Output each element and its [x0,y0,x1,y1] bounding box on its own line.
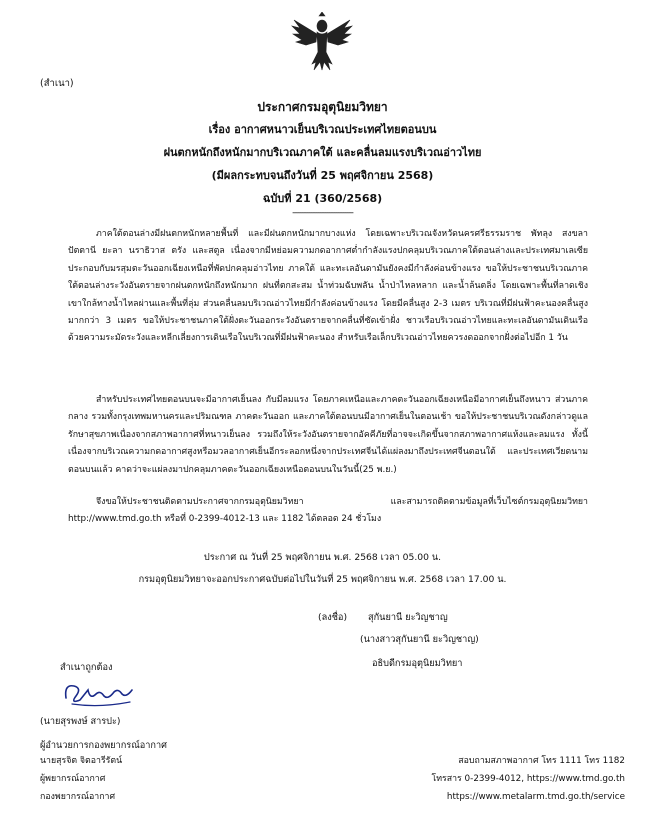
certified-copy-label: สำเนาถูกต้อง [60,662,113,673]
announcement-title: ประกาศกรมอุตุนิยมวิทยา [257,100,388,114]
footer-contact [431,752,625,806]
issue-number: ฉบับที่ 21 (360/2568) [262,192,383,205]
footer-forecaster [40,752,122,806]
body-paragraph-2: สำหรับประเทศไทยตอนบนจะมีอากาศเย็นลง กับมีลมแรง โดยภาคเหนือและภาคตะวันออกเฉียงเหนือมีอากาศเย็นถึงหนาว ส่วนภาคกลาง รวมทั้งกรุงเทพมหานครและปริมณฑล ภาคตะวันออก และภาคใต้ตอนบนมีอากาศเย็นในตอนเช้า ขอให้ประชาชนบริเวณดังกล่าวดูแลรักษาสุขภาพเนื่องจากสภาพอากาศที่หนาวเย็นลง รวมถึงให้ระวังอันตรายจากอัคคีภัยที่อาจจะเกิดขึ้นจากสภาพอากาศแห้งและลมแรง ทั้งนี้เนื่องจากบริเวณความกดอากาศสูงหรือมวลอากาศเย็นอีกระลอกหนึ่งจากประเทศจีนได้แผ่ลงมาถึงประเทศจีนตอนใต้ และประเทศเวียดนามตอนบนแล้ว คาดว่าจะแผ่ลงมาปกคลุมภาคตะวันออกเฉียงเหนือตอนบนในวันนี้(25 พ.ย.) [68,395,588,475]
forecaster-division: กองพยากรณ์อากาศ [40,792,116,802]
divider-line: --------------------------- [292,208,353,218]
forecaster-role: ผู้พยากรณ์อากาศ [40,774,106,784]
announced-datetime: ประกาศ ณ วันที่ 25 พฤศจิกายน พ.ศ. 2568 เวลา 05.00 น. [203,552,442,563]
subject-line-1: เรื่อง อากาศหนาวเย็นบริเวณประเทศไทยตอนบน [208,123,437,136]
signer-name: สุกันยานี ยะวิญชาญ [368,612,448,623]
body-paragraph-3: จึงขอให้ประชาชนติดตามประกาศจากกรมอุตุนิยมวิทยา และสามารถติดตามข้อมูลที่เว็บไซต์กรมอุตุนิยมวิทยา http://www.tmd.go.th หรือที่ 0-2399-4012-13 และ 1182 ได้ตลอด 24 ชั่วโมง [68,497,588,525]
handwritten-signature [60,676,146,712]
effective-period: (มีผลกระทบจนถึงวันที่ 25 พฤศจิกายน 2568) [211,169,434,182]
signed-label: (ลงชื่อ) [318,612,348,623]
garuda-emblem-icon [290,12,354,74]
copy-label: (สำเนา) [40,78,74,89]
contact-phone: สอบถามสภาพอากาศ โทร 1111 โทร 1182 [458,756,625,766]
contact-fax-website[interactable]: โทรสาร 0-2399-4012, https://www.tmd.go.th [431,774,625,784]
contact-service-link[interactable]: https://www.metalarm.tmd.go.th/service [446,792,625,802]
body-paragraph-1: ภาคใต้ตอนล่างมีฝนตกหนักหลายพื้นที่ และมีฝนตกหนักมากบางแห่ง โดยเฉพาะบริเวณจังหวัดนครศรีธรรมราช พัทลุง สงขลา ปัตตานี ยะลา นราธิวาส ตรัง และสตูล เนื่องจากมีหย่อมความกดอากาศต่ำกำลังแรงปกคลุมบริเวณภาคใต้ตอนล่างและประเทศมาเลเซีย ประกอบกับมรสุมตะวันออกเฉียงเหนือที่พัดปกคลุมอ่าวไทย ภาคใต้ และทะเลอันดามันยังคงมีกำลังค่อนข้างแรง ขอให้ประชาชนบริเวณภาคใต้ตอนล่างระวังอันตรายจากฝนตกหนักถึงหนักมาก ฝนที่ตกสะสม น้ำท่วมฉับพลัน น้ำป่าไหลหลาก และน้ำล้นตลิ่ง โดยเฉพาะพื้นที่ลาดเชิงเขาใกล้ทางน้ำไหลผ่านและพื้นที่ลุ่ม ส่วนคลื่นลมบริเวณอ่าวไทยมีกำลังค่อนข้างแรง โดยมีคลื่นสูง 2-3 เมตร บริเวณที่มีฝนฟ้าคะนองคลื่นสูงมากกว่า 3 เมตร ขอให้ประชาชนภาคใต้ฝั่งตะวันออกระวังอันตรายจากคลื่นที่ซัดเข้าฝั่ง ชาวเรือบริเวณอ่าวไทยและทะเลอันดามันเดินเรือด้วยความระมัดระวังและหลีกเลี่ยงการเดินเรือในบริเวณที่มีฝนฟ้าคะนอง สำหรับเรือเล็กบริเวณอ่าวไทยควรงดออกจากฝั่งต่อไปอีก 1 วัน [68,229,588,344]
subject-line-2: ฝนตกหนักถึงหนักมากบริเวณภาคใต้ และคลื่นลมแรงบริเวณอ่าวไทย [163,146,482,159]
certifier-position: ผู้อำนวยการกองพยากรณ์อากาศ [40,740,167,751]
next-issue-datetime: กรมอุตุนิยมวิทยาจะออกประกาศฉบับต่อไปในวันที่ 25 พฤศจิกายน พ.ศ. 2568 เวลา 17.00 น. [138,574,507,585]
certifier-name: (นายสุรพงษ์ สารปะ) [40,716,121,727]
signer-position: อธิบดีกรมอุตุนิยมวิทยา [372,658,463,669]
signer-full-name: (นางสาวสุกันยานี ยะวิญชาญ) [360,634,479,645]
forecaster-name: นายสุรจิต จิตอารีรัตน์ [40,756,123,766]
